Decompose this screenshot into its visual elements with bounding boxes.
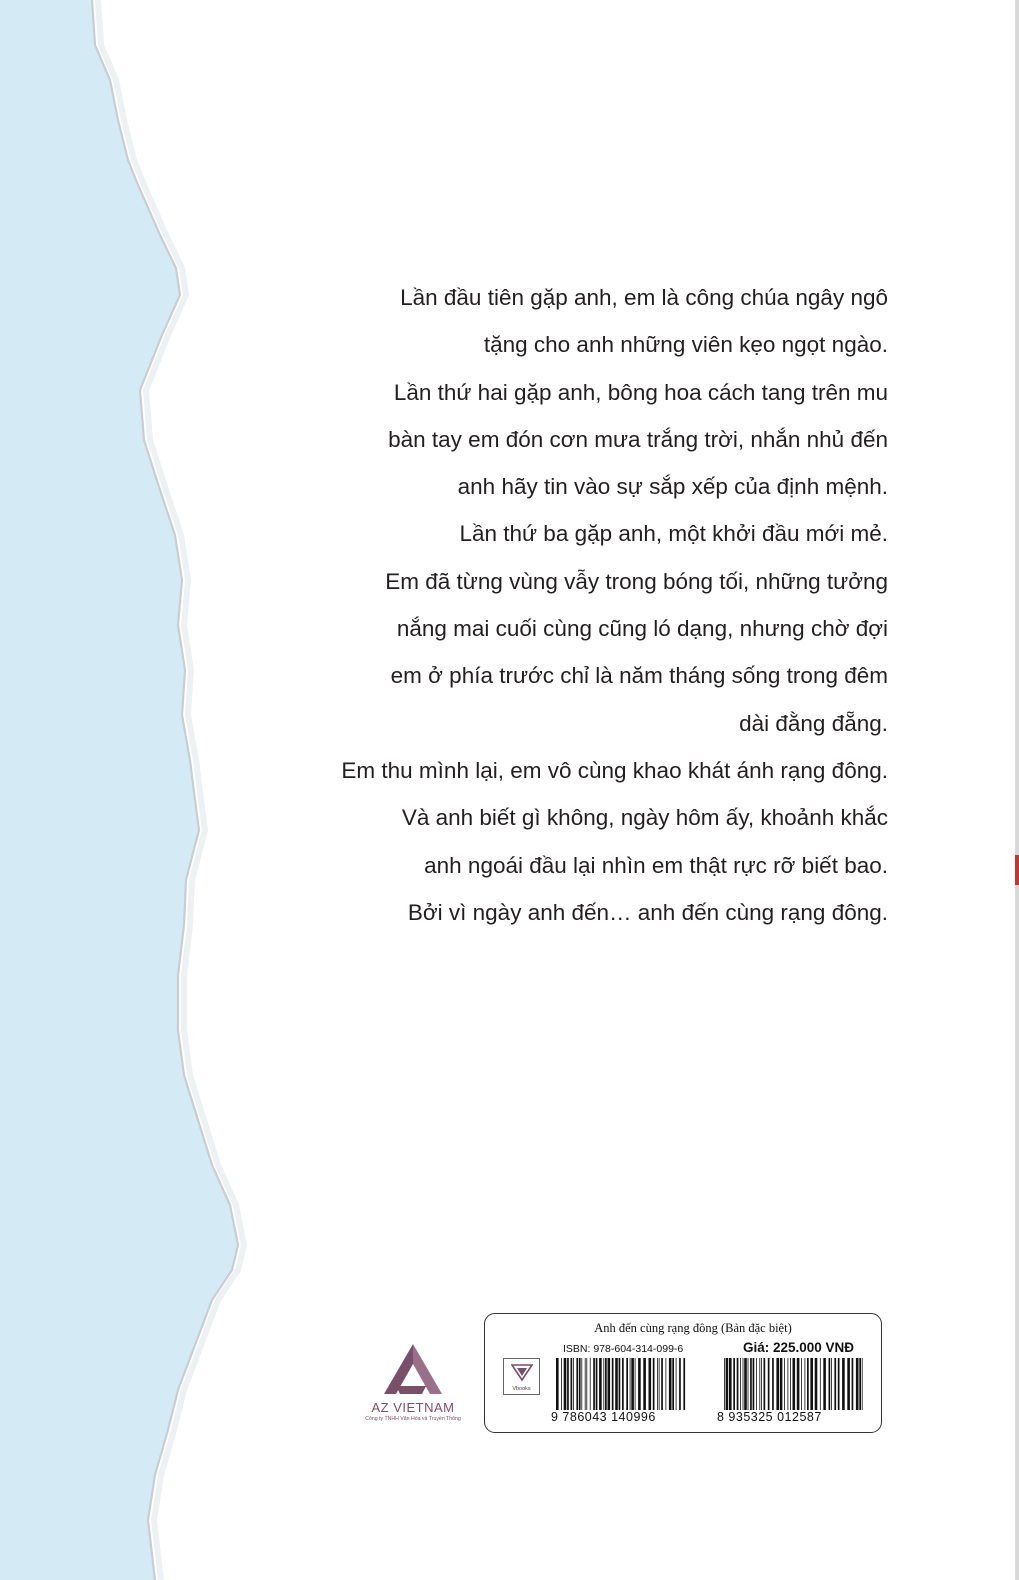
barcode-bar <box>585 1358 586 1410</box>
blurb-line: bàn tay em đón cơn mưa trắng trời, nhắn nhủ đến <box>388 426 888 452</box>
barcode-bar <box>852 1358 854 1410</box>
barcode-bar <box>603 1358 604 1410</box>
vbooks-label: Vbooks <box>512 1386 531 1392</box>
barcode-bar <box>772 1358 774 1410</box>
barcode-box <box>484 1313 882 1433</box>
barcode-bar <box>561 1358 562 1410</box>
barcode-bar <box>626 1358 628 1410</box>
barcode-bar <box>788 1358 789 1410</box>
blurb-line: anh hãy tin vào sự sắp xếp của định mệnh. <box>457 474 888 500</box>
barcode-bar <box>756 1358 757 1410</box>
barcode-bar <box>576 1358 578 1410</box>
barcode-bar <box>764 1358 766 1410</box>
barcode-bar <box>676 1358 677 1410</box>
barcode-bar <box>573 1358 574 1410</box>
barcode-bar <box>761 1358 762 1410</box>
blurb-line: Bởi vì ngày anh đến… anh đến cùng rạng đông. <box>407 899 888 925</box>
blurb-line: Lần đầu tiên gặp anh, em là công chúa ngây ngô <box>400 285 888 310</box>
publisher-name: AZ VIETNAM <box>371 1400 455 1415</box>
barcode-bar <box>724 1358 725 1410</box>
blurb-line: Lần thứ hai gặp anh, bông hoa cách tang trên mu <box>393 379 888 405</box>
barcode-bar <box>842 1358 845 1410</box>
barcode-bar <box>638 1358 641 1410</box>
book-title-label: Anh đến cùng rạng đông (Bản đặc biệt) <box>594 1321 792 1335</box>
barcode-bar <box>649 1358 652 1410</box>
blurb-line: Và anh biết gì không, ngày hôm ấy, khoảnh khắc <box>401 805 888 831</box>
barcode-bar <box>630 1358 631 1410</box>
barcode-bar <box>776 1358 779 1410</box>
barcode-bar <box>793 1358 796 1410</box>
barcode-bar <box>768 1358 770 1410</box>
barcode-bar <box>801 1358 802 1410</box>
barcode-bar <box>810 1358 813 1410</box>
barcode-bar <box>831 1358 832 1410</box>
book-blurb <box>270 274 888 936</box>
blurb-line: Lần thứ ba gặp anh, một khởi đầu mới mẻ. <box>459 521 888 547</box>
blurb-line: em ở phía trước chỉ là năm tháng sống trong đêm <box>390 663 888 689</box>
barcode-bar <box>599 1358 602 1410</box>
isbn-barcode-digits: 9 786043 140996 <box>551 1410 656 1424</box>
isbn-barcode <box>555 1358 687 1410</box>
cover-red-mark <box>1015 855 1019 885</box>
barcode-bar <box>838 1358 840 1410</box>
blurb-line: anh ngoái đầu lại nhìn em thật rực rỡ biết bao. <box>424 852 888 878</box>
barcode-bar <box>743 1358 744 1410</box>
barcode-bar <box>759 1358 760 1410</box>
barcode-bar <box>579 1358 581 1410</box>
barcode-bar <box>564 1358 567 1410</box>
barcode-bar <box>748 1358 749 1410</box>
barcode-bar <box>661 1358 663 1410</box>
barcode-bar <box>729 1358 732 1410</box>
az-logo-icon <box>382 1342 444 1396</box>
barcode-bar <box>829 1358 831 1410</box>
barcode-bar <box>608 1358 611 1410</box>
price-label: Giá: 225.000 VNĐ <box>743 1340 855 1355</box>
barcode-bar <box>666 1358 667 1410</box>
barcode-bar <box>737 1358 739 1410</box>
barcode-bar <box>797 1358 800 1410</box>
barcode-bar <box>571 1358 573 1410</box>
cover-right-edge <box>1015 0 1019 1580</box>
barcode-bar <box>605 1358 607 1410</box>
blurb-line: dài đằng đẵng. <box>739 710 888 736</box>
barcode-bar <box>672 1358 674 1410</box>
barcode-bar <box>581 1358 582 1410</box>
barcode-bar <box>657 1358 658 1410</box>
barcode-bar <box>815 1358 818 1410</box>
barcode-bar <box>635 1358 636 1410</box>
barcode-bar <box>823 1358 826 1410</box>
barcode-bar <box>612 1358 614 1410</box>
barcode-bar <box>556 1358 559 1410</box>
barcode-bar <box>643 1358 646 1410</box>
blurb-line: Em đã từng vùng vẫy trong bóng tối, những tưởng <box>385 568 888 594</box>
barcode-bar <box>596 1358 598 1410</box>
barcode-bar <box>740 1358 741 1410</box>
barcode-bar <box>847 1358 850 1410</box>
barcode-bar <box>619 1358 621 1410</box>
barcode-bar <box>807 1358 809 1410</box>
barcode-bar <box>567 1358 569 1410</box>
barcode-bar <box>590 1358 591 1410</box>
barcode-bar <box>615 1358 618 1410</box>
ean-barcode <box>723 1358 867 1410</box>
barcode-bar <box>780 1358 783 1410</box>
barcode-bar <box>834 1358 836 1410</box>
blurb-line: tặng cho anh những viên kẹo ngọt ngào. <box>483 332 888 358</box>
barcode-bar <box>669 1358 672 1410</box>
vbooks-icon <box>511 1364 533 1382</box>
barcode-bar <box>659 1358 660 1410</box>
barcode-bar <box>805 1358 806 1410</box>
barcode-bar <box>859 1358 861 1410</box>
vbooks-logo <box>503 1358 540 1395</box>
barcode-bar <box>862 1358 863 1410</box>
barcode-bar <box>653 1358 655 1410</box>
barcode-bar <box>744 1358 747 1410</box>
barcode-bar <box>790 1358 791 1410</box>
barcode-bar <box>593 1358 595 1410</box>
barcode-bar <box>820 1358 821 1410</box>
blurb-line: Em thu mình lại, em vô cùng khao khát ánh rạng đông. <box>341 757 888 783</box>
ean-barcode-digits: 8 935325 012587 <box>717 1410 822 1424</box>
barcode-bar <box>750 1358 752 1410</box>
barcode-bar <box>586 1358 587 1410</box>
isbn-label: ISBN: 978-604-314-099-6 <box>563 1343 684 1355</box>
publisher-logo <box>358 1342 468 1432</box>
blurb-line: nắng mai cuối cùng cũng ló dạng, nhưng chờ đợi <box>396 616 888 642</box>
barcode-bar <box>784 1358 785 1410</box>
barcode-bar <box>856 1358 859 1410</box>
barcode-bar <box>726 1358 729 1410</box>
torn-paper-edge <box>0 0 260 1580</box>
barcode-bar <box>679 1358 681 1410</box>
barcode-bar <box>753 1358 755 1410</box>
publisher-subtitle: Công ty TNHH Văn Hóa và Truyền Thông <box>365 1416 461 1422</box>
barcode-bar <box>631 1358 634 1410</box>
barcode-bar <box>733 1358 735 1410</box>
barcode-bar <box>683 1358 685 1410</box>
barcode-bar <box>622 1358 624 1410</box>
